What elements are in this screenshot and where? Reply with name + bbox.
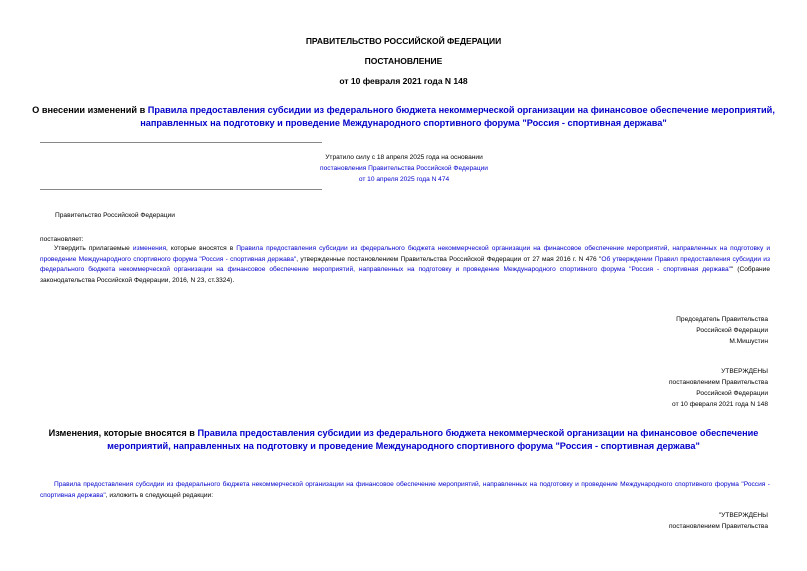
approved-date: от 10 февраля 2021 года N 148 bbox=[672, 401, 768, 408]
p1-text-d: " (Собрание законодательства Российской Федерации, 2016, N 23, ст.3324). bbox=[40, 266, 770, 284]
changes-link[interactable]: изменения bbox=[132, 245, 167, 252]
p1-text-b: , которые вносятся в bbox=[166, 245, 237, 252]
signature-country: Российской Федерации bbox=[696, 327, 768, 334]
decree-476-link[interactable]: Об утверждении Правил предоставления субсидии из федерального бюджета некоммерческой организации на финансовое обеспечение мероприятий, направленных на подготовку и проведение Международного спортивного форума "Россия - спортивная держава" bbox=[40, 255, 770, 274]
document-title bbox=[30, 104, 777, 130]
changes-title-rules-link[interactable]: Правила предоставления субсидии из федерального бюджета некоммерческой организации на финансовое обеспечение мероприятий, направленных на подготовку и проведение Международного спортивного форума "Россия - спортивная держава" bbox=[107, 428, 759, 451]
changes-paragraph bbox=[40, 480, 770, 501]
quoted-approved-block bbox=[520, 510, 768, 532]
document-type-heading: ПОСТАНОВЛЕНИЕ bbox=[364, 56, 443, 66]
approved-country: Российской Федерации bbox=[696, 390, 768, 397]
approved-label: УТВЕРЖДЕНЫ bbox=[721, 368, 768, 375]
issuer: Правительство Российской Федерации bbox=[55, 212, 175, 219]
signature-position: Председатель Правительства bbox=[676, 316, 768, 323]
decides: постановляет: bbox=[40, 236, 84, 243]
changes-title-prefix: Изменения, которые вносятся в bbox=[48, 428, 198, 438]
status-divider-bottom bbox=[40, 189, 322, 190]
changes-rest: , изложить в следующей редакции: bbox=[105, 491, 214, 499]
rules-link[interactable]: Правила предоставления субсидии из федерального бюджета некоммерческой организации на финансовое обеспечение мероприятий, направленных на подготовку и проведение Международного спортивного форума "Россия - спортивная держава" bbox=[40, 245, 770, 263]
signature-name: М.Мишустин bbox=[729, 338, 768, 345]
quoted-approved-by: постановлением Правительства bbox=[668, 523, 768, 530]
title-prefix: О внесении изменений в bbox=[32, 105, 148, 115]
signature-block bbox=[520, 314, 768, 347]
changes-title bbox=[45, 427, 762, 453]
resolution-paragraph bbox=[40, 244, 770, 286]
status-note-text: Утратило силу с 18 апреля 2025 года на основании bbox=[325, 154, 483, 161]
status-divider-top bbox=[40, 142, 322, 143]
status-note-date-link[interactable]: от 10 апреля 2025 года N 474 bbox=[358, 176, 450, 183]
approved-block bbox=[520, 366, 768, 410]
government-heading: ПРАВИТЕЛЬСТВО РОССИЙСКОЙ ФЕДЕРАЦИИ bbox=[305, 36, 502, 46]
title-rules-link[interactable]: Правила предоставления субсидии из федерального бюджета некоммерческой организации на финансовое обеспечение мероприятий, направленных на подготовку и проведение Международного спортивного форума "Россия - спортивная держава" bbox=[140, 105, 775, 128]
p1-text-a: Утвердить прилагаемые bbox=[54, 245, 133, 252]
approved-by: постановлением Правительства bbox=[668, 379, 768, 386]
status-note-decree-link[interactable]: постановления Правительства Российской Федерации bbox=[320, 165, 488, 172]
p1-text-c: , утвержденные постановлением Правительства Российской Федерации от 27 мая 2016 г. N 476 " bbox=[296, 255, 602, 263]
status-note bbox=[234, 152, 574, 185]
quoted-approved-label: "УТВЕРЖДЕНЫ bbox=[718, 512, 768, 519]
document-date-number: от 10 февраля 2021 года N 148 bbox=[339, 76, 468, 86]
changes-rules-link[interactable]: Правила предоставления субсидии из федерального бюджета некоммерческой организации на финансовое обеспечение мероприятий, направленных на подготовку и проведение Международного спортивного форума "Россия - спортивная держава" bbox=[40, 481, 770, 499]
